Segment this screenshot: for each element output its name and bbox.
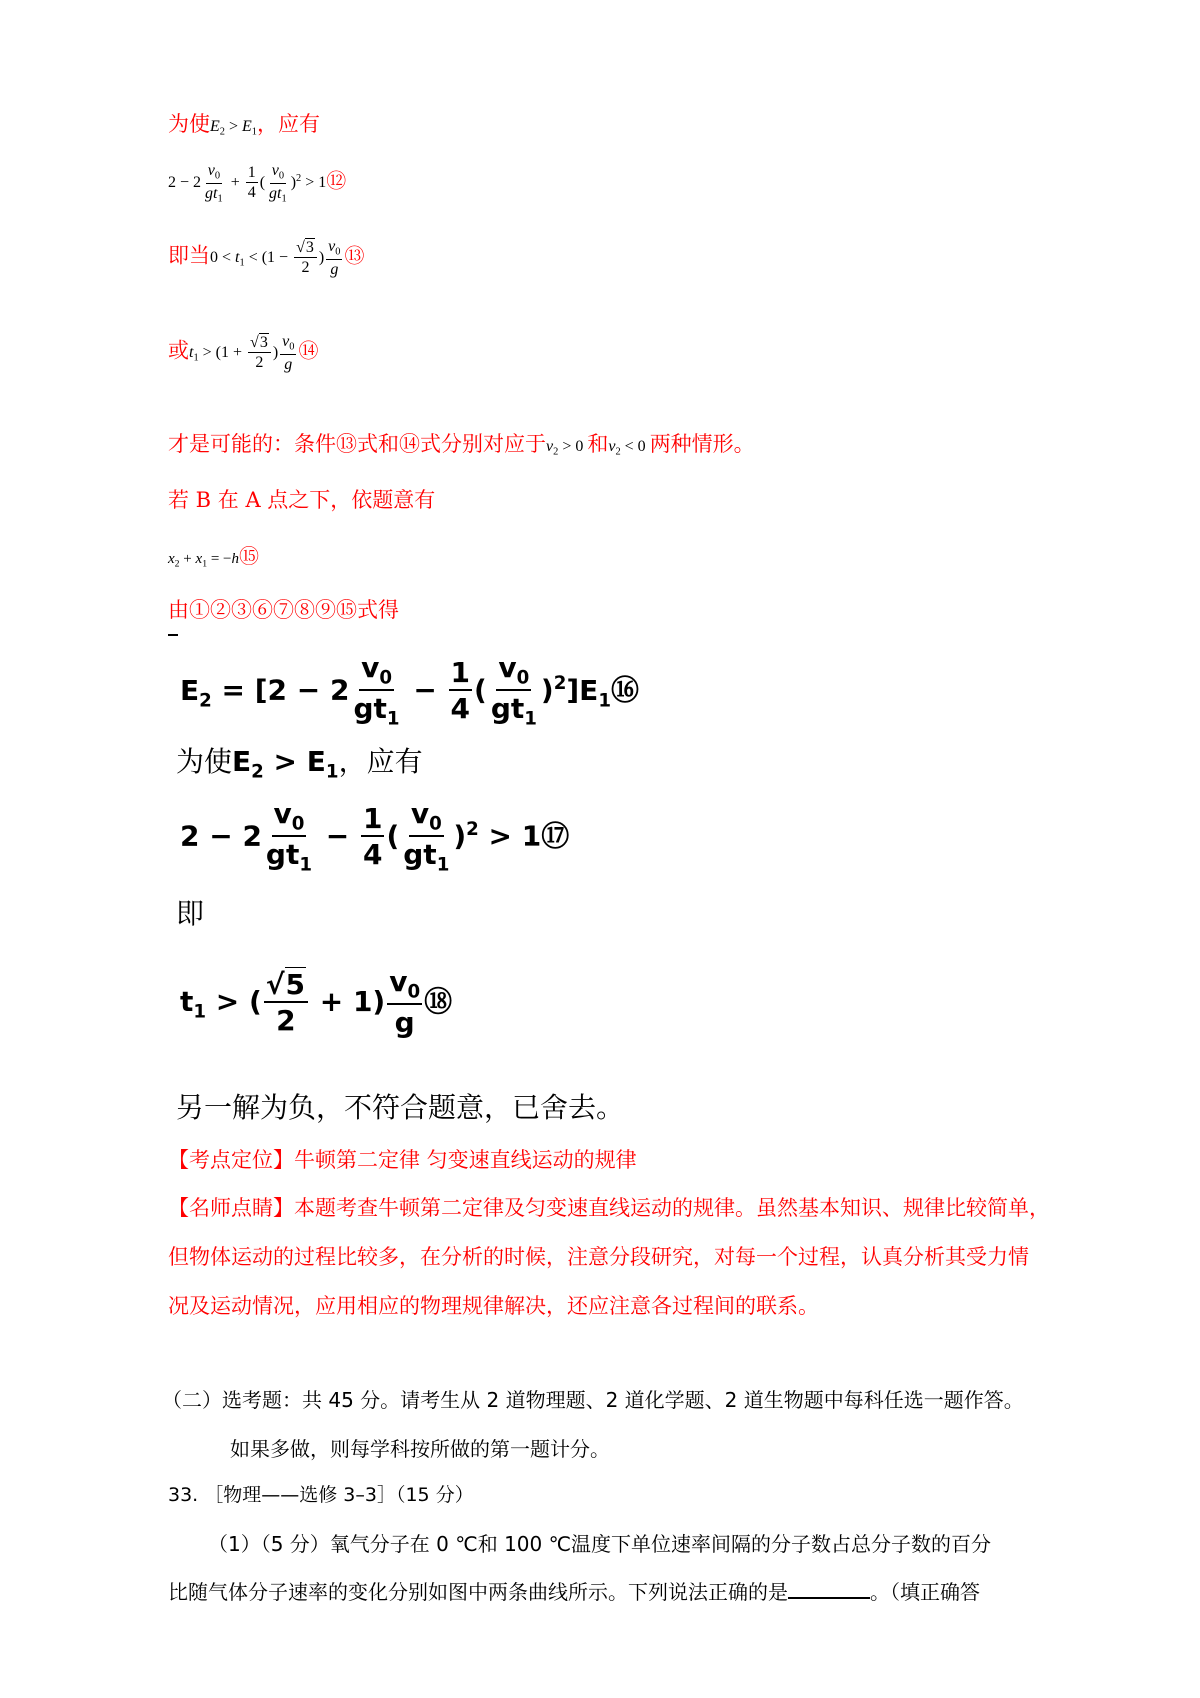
derivation-from: 由①②③⑥⑦⑧⑨⑮式得 bbox=[168, 598, 399, 622]
equation-number-13: ⑬ bbox=[344, 243, 365, 268]
answer-blank[interactable] bbox=[788, 1579, 870, 1599]
condition-14: 或$t_1 > (1$ + $\frac{√3}{2}$ ) $\frac{v_0}{g}$ ⑭ bbox=[168, 333, 319, 373]
equation-number-16: ⑯ bbox=[610, 673, 639, 707]
condition-line-1: 为使$E_2 > E_1$，应有 bbox=[168, 112, 320, 138]
equation-number-12: ⑫ bbox=[326, 168, 347, 193]
case-b-below-a: 若 B 在 A 点之下，依题意有 bbox=[168, 488, 436, 512]
section-optional-line-1: （二）选考题：共 45 分。请考生从 2 道物理题、2 道化学题、2 道生物题中每科任选一题作答。 bbox=[162, 1388, 1024, 1412]
condition-explanation: 才是可能的：条件⑬式和⑭式分别对应于$v_2 > 0$ 和$v_2 < 0$ 两种情形。 bbox=[168, 432, 755, 458]
inequality-12: 2 − 2 $\frac{v_0}{gt_1}$ + $\frac{1}{4}$ ( $\frac{v_0}{gt_1}$ )$^2$ > 1⑫ bbox=[168, 162, 347, 205]
condition-18: $t_1$ > ( $\frac{√5}{2}$ + 1) $\frac{v_0}{g}$ ⑱ bbox=[180, 965, 453, 1040]
section-optional-line-2: 如果多做，则每学科按所做的第一题计分。 bbox=[230, 1437, 610, 1461]
equation-number-18: ⑱ bbox=[424, 985, 453, 1019]
teacher-comment-line-3: 况及运动情况，应用相应的物理规律解决，还应注意各过程间的联系。 bbox=[168, 1294, 819, 1318]
question-1-line-1: （1）（5 分）氧气分子在 0 ℃和 100 ℃温度下单位速率间隔的分子数占总分子数的百分 bbox=[208, 1532, 992, 1556]
equation-16: $E_2 = [2 - 2$ $\frac{v_0}{gt_1}$ − $\frac{1}{4}$ ( $\frac{v_0}{gt_1}$ )$^2]E_1⑯$ bbox=[180, 651, 639, 730]
question-33-title: 33. ［物理——选修 3–3］（15 分） bbox=[168, 1484, 474, 1506]
condition-13: 即当$0 < t_1 < (1$ − $\frac{√3}{2}$ ) $\frac{v_0}{g}$ ⑬ bbox=[168, 238, 365, 278]
line-mark bbox=[168, 634, 178, 636]
equation-number-17: ⑰ bbox=[541, 819, 570, 853]
other-solution-note: 另一解为负，不符合题意，已舍去。 bbox=[176, 1091, 625, 1124]
question-1-line-2: 比随气体分子速率的变化分别如图中两条曲线所示。下列说法正确的是 。（填正确答 bbox=[168, 1580, 980, 1604]
inequality-17: 2 − 2 $\frac{v_0}{gt_1}$ − $\frac{1}{4}$ ( $\frac{v_0}{gt_1}$ )$^2$ > 1⑰ bbox=[180, 797, 570, 876]
equation-number-14: ⑭ bbox=[298, 338, 319, 363]
teacher-comment-line-2: 但物体运动的过程比较多，在分析的时候，注意分段研究，对每一个过程，认真分析其受力情 bbox=[168, 1245, 1029, 1269]
teacher-comment-line-1: 【名师点睛】本题考查牛顿第二定律及匀变速直线运动的规律。虽然基本知识、规律比较简单， bbox=[168, 1196, 1050, 1220]
knowledge-point: 【考点定位】牛顿第二定律 匀变速直线运动的规律 bbox=[168, 1148, 637, 1172]
equation-15: $x_2 + x_1$ = −h⑮ bbox=[168, 544, 259, 570]
condition-line-2: 为使$E_2 > E_1$，应有 bbox=[176, 745, 423, 783]
equation-number-15: ⑮ bbox=[238, 544, 259, 568]
thus-label: 即 bbox=[176, 897, 205, 930]
